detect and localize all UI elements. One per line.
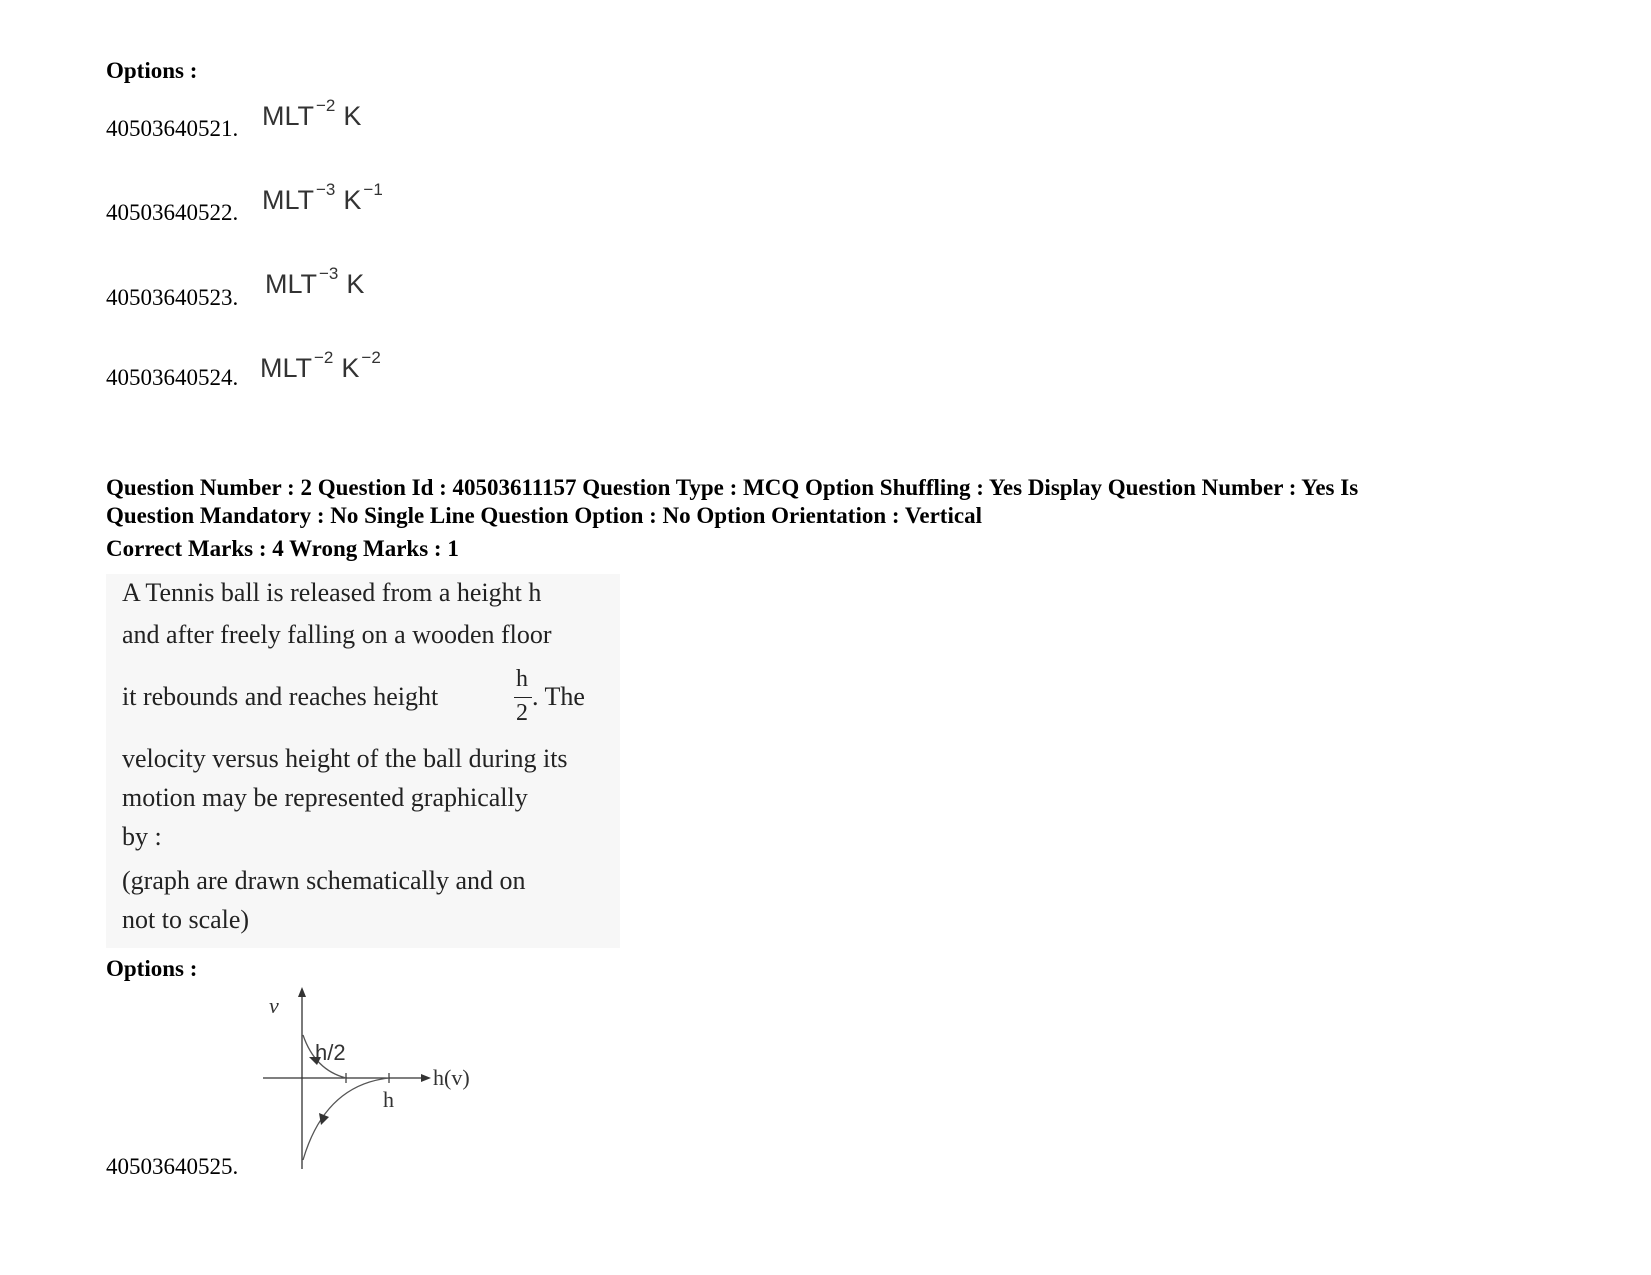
option-id: 40503640524. bbox=[106, 365, 239, 390]
y-axis-arrow-icon bbox=[298, 987, 306, 997]
question-line: and after freely falling on a wooden floor bbox=[122, 620, 552, 649]
question-meta bbox=[106, 474, 1546, 530]
option-id: 40503640521. bbox=[106, 116, 239, 141]
question-line: velocity versus height of the ball during its bbox=[122, 744, 568, 773]
fraction-denominator: 2 bbox=[516, 700, 528, 726]
option-id: 40503640522. bbox=[106, 200, 239, 225]
x-axis-label: h(v) bbox=[433, 1065, 470, 1090]
question-meta-line1: Question Number : 2 Question Id : 40503611157 Question Type : MCQ Option Shuffling : Yes Display Question Number : Yes Is bbox=[106, 475, 1359, 500]
option-id: 40503640525. bbox=[106, 1154, 239, 1179]
option-id: 40503640523. bbox=[106, 285, 239, 310]
velocity-height-graph bbox=[255, 985, 495, 1175]
question-line: not to scale) bbox=[122, 905, 250, 934]
option-formula: MLT $^{-3}$ K bbox=[265, 264, 365, 299]
x-axis-arrow-icon bbox=[421, 1074, 431, 1082]
mark-h-half-label: h/2 bbox=[315, 1040, 346, 1065]
question-line: by : bbox=[122, 822, 162, 851]
question-text-block bbox=[106, 574, 620, 948]
question-line: . The bbox=[532, 682, 585, 711]
options-label: Options : bbox=[106, 956, 198, 981]
fraction-bar bbox=[514, 697, 532, 698]
question-line: it rebounds and reaches height bbox=[122, 682, 439, 711]
option-formula: MLT $^{-3}$ K $^{-1}$ bbox=[262, 180, 383, 215]
y-axis-label: v bbox=[269, 993, 279, 1018]
question-meta-line2: Question Mandatory : No Single Line Question Option : No Option Orientation : Vertical bbox=[106, 503, 982, 528]
question-line: A Tennis ball is released from a height h bbox=[122, 578, 542, 607]
question-line: motion may be represented graphically bbox=[122, 783, 528, 812]
mark-h-label: h bbox=[383, 1087, 394, 1112]
fraction-numerator: h bbox=[516, 666, 528, 692]
question-line: (graph are drawn schematically and on bbox=[122, 866, 526, 895]
option-formula: MLT $^{-2}$ K bbox=[262, 96, 362, 131]
options-label: Options : bbox=[106, 58, 198, 83]
option-formula: MLT $^{-2}$ K $^{-2}$ bbox=[260, 348, 381, 383]
falling-curve bbox=[303, 1078, 389, 1160]
marks-line: Correct Marks : 4 Wrong Marks : 1 bbox=[106, 536, 459, 561]
